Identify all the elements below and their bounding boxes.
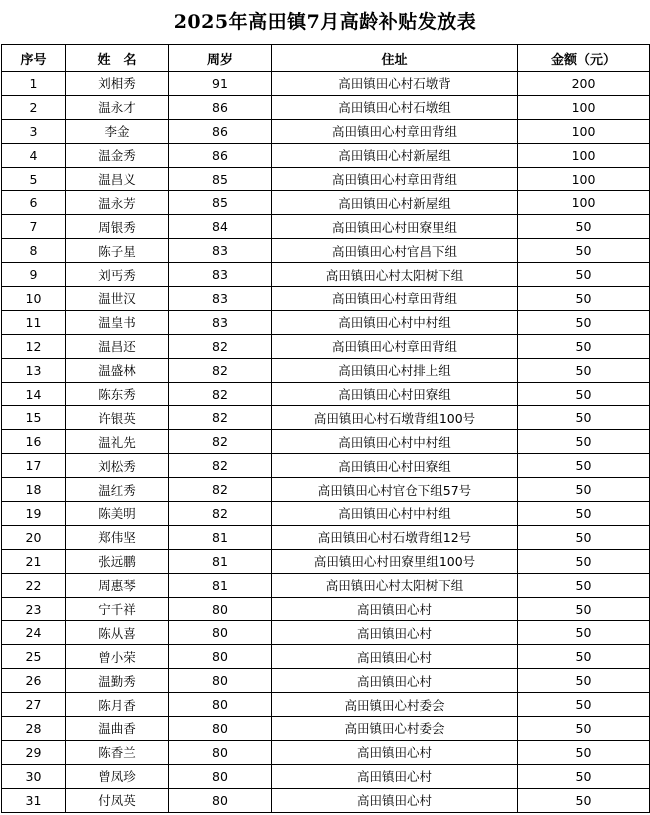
cell-age: 85	[169, 167, 272, 191]
cell-index: 11	[2, 310, 66, 334]
cell-address: 高田镇田心村委会	[272, 717, 518, 741]
cell-name: 周银秀	[66, 215, 169, 239]
cell-index: 6	[2, 191, 66, 215]
table-row	[2, 430, 650, 454]
table-header	[2, 45, 650, 72]
cell-address: 高田镇田心村石墩背组12号	[272, 525, 518, 549]
cell-age: 86	[169, 95, 272, 119]
cell-index: 31	[2, 788, 66, 812]
cell-age: 86	[169, 143, 272, 167]
cell-index: 16	[2, 430, 66, 454]
cell-name: 付凤英	[66, 788, 169, 812]
cell-name: 张远鹏	[66, 549, 169, 573]
cell-index: 2	[2, 95, 66, 119]
table-row	[2, 310, 650, 334]
cell-name: 刘松秀	[66, 454, 169, 478]
cell-amount: 50	[518, 549, 650, 573]
cell-amount: 50	[518, 764, 650, 788]
cell-age: 80	[169, 764, 272, 788]
cell-address: 高田镇田心村排上组	[272, 358, 518, 382]
cell-age: 81	[169, 525, 272, 549]
header-amount: 金额（元）	[518, 45, 650, 72]
cell-address: 高田镇田心村田寮里组100号	[272, 549, 518, 573]
cell-address: 高田镇田心村	[272, 645, 518, 669]
cell-amount: 50	[518, 693, 650, 717]
cell-amount: 50	[518, 263, 650, 287]
cell-name: 温礼先	[66, 430, 169, 454]
cell-address: 高田镇田心村官昌下组	[272, 239, 518, 263]
cell-amount: 100	[518, 167, 650, 191]
cell-index: 9	[2, 263, 66, 287]
table-row	[2, 191, 650, 215]
cell-index: 29	[2, 740, 66, 764]
cell-age: 82	[169, 502, 272, 526]
cell-index: 23	[2, 597, 66, 621]
table-row	[2, 167, 650, 191]
cell-name: 陈月香	[66, 693, 169, 717]
cell-name: 温勤秀	[66, 669, 169, 693]
header-name: 姓 名	[66, 45, 169, 72]
cell-age: 80	[169, 740, 272, 764]
cell-name: 温永芳	[66, 191, 169, 215]
cell-amount: 50	[518, 430, 650, 454]
table-row	[2, 693, 650, 717]
table-row	[2, 72, 650, 96]
cell-name: 温金秀	[66, 143, 169, 167]
cell-index: 20	[2, 525, 66, 549]
table-row	[2, 382, 650, 406]
cell-amount: 50	[518, 287, 650, 311]
cell-name: 宁千祥	[66, 597, 169, 621]
cell-address: 高田镇田心村石墩背	[272, 72, 518, 96]
cell-index: 21	[2, 549, 66, 573]
cell-index: 24	[2, 621, 66, 645]
cell-index: 19	[2, 502, 66, 526]
cell-amount: 50	[518, 645, 650, 669]
cell-name: 曾凤珍	[66, 764, 169, 788]
cell-name: 许银英	[66, 406, 169, 430]
cell-age: 80	[169, 788, 272, 812]
cell-index: 13	[2, 358, 66, 382]
cell-index: 30	[2, 764, 66, 788]
cell-address: 高田镇田心村中村组	[272, 430, 518, 454]
cell-amount: 50	[518, 788, 650, 812]
table-row	[2, 597, 650, 621]
cell-name: 温永才	[66, 95, 169, 119]
table-row	[2, 215, 650, 239]
cell-amount: 50	[518, 310, 650, 334]
cell-name: 温红秀	[66, 478, 169, 502]
table-row	[2, 788, 650, 812]
table-row	[2, 645, 650, 669]
cell-age: 82	[169, 334, 272, 358]
table-row	[2, 287, 650, 311]
cell-index: 5	[2, 167, 66, 191]
cell-name: 温昌义	[66, 167, 169, 191]
cell-address: 高田镇田心村田寮组	[272, 454, 518, 478]
cell-age: 84	[169, 215, 272, 239]
table-row	[2, 525, 650, 549]
table-row	[2, 334, 650, 358]
cell-address: 高田镇田心村	[272, 740, 518, 764]
cell-age: 85	[169, 191, 272, 215]
cell-age: 82	[169, 430, 272, 454]
cell-address: 高田镇田心村章田背组	[272, 167, 518, 191]
cell-age: 81	[169, 549, 272, 573]
cell-amount: 100	[518, 95, 650, 119]
cell-index: 15	[2, 406, 66, 430]
table-row	[2, 717, 650, 741]
cell-amount: 50	[518, 215, 650, 239]
table-row	[2, 764, 650, 788]
table-row	[2, 358, 650, 382]
cell-index: 27	[2, 693, 66, 717]
cell-name: 郑伟坚	[66, 525, 169, 549]
cell-amount: 50	[518, 406, 650, 430]
cell-age: 80	[169, 693, 272, 717]
cell-name: 温皇书	[66, 310, 169, 334]
subsidy-table	[1, 44, 650, 813]
table-row	[2, 478, 650, 502]
table-row	[2, 263, 650, 287]
cell-index: 12	[2, 334, 66, 358]
table-row	[2, 119, 650, 143]
cell-amount: 50	[518, 717, 650, 741]
cell-age: 91	[169, 72, 272, 96]
cell-index: 3	[2, 119, 66, 143]
cell-index: 7	[2, 215, 66, 239]
cell-address: 高田镇田心村石墩组	[272, 95, 518, 119]
cell-amount: 50	[518, 239, 650, 263]
cell-amount: 50	[518, 621, 650, 645]
page-title: 2025年高田镇7月高龄补贴发放表	[173, 11, 477, 33]
cell-name: 陈香兰	[66, 740, 169, 764]
cell-address: 高田镇田心村委会	[272, 693, 518, 717]
table-row	[2, 406, 650, 430]
cell-amount: 100	[518, 119, 650, 143]
cell-amount: 100	[518, 143, 650, 167]
cell-amount: 50	[518, 740, 650, 764]
cell-address: 高田镇田心村太阳树下组	[272, 263, 518, 287]
cell-amount: 100	[518, 191, 650, 215]
cell-amount: 50	[518, 454, 650, 478]
table-row	[2, 549, 650, 573]
cell-address: 高田镇田心村	[272, 597, 518, 621]
cell-amount: 50	[518, 478, 650, 502]
cell-address: 高田镇田心村章田背组	[272, 119, 518, 143]
cell-name: 温盛林	[66, 358, 169, 382]
cell-age: 83	[169, 310, 272, 334]
cell-amount: 50	[518, 334, 650, 358]
header-age: 周岁	[169, 45, 272, 72]
cell-amount: 50	[518, 669, 650, 693]
cell-address: 高田镇田心村	[272, 669, 518, 693]
cell-name: 温昌还	[66, 334, 169, 358]
cell-amount: 50	[518, 573, 650, 597]
cell-amount: 50	[518, 358, 650, 382]
cell-index: 17	[2, 454, 66, 478]
table-row	[2, 621, 650, 645]
cell-index: 26	[2, 669, 66, 693]
cell-age: 82	[169, 358, 272, 382]
cell-name: 陈子星	[66, 239, 169, 263]
header-address: 住址	[272, 45, 518, 72]
cell-age: 82	[169, 478, 272, 502]
cell-name: 陈从喜	[66, 621, 169, 645]
cell-index: 10	[2, 287, 66, 311]
cell-address: 高田镇田心村田寮组	[272, 382, 518, 406]
cell-age: 82	[169, 406, 272, 430]
cell-age: 86	[169, 119, 272, 143]
cell-age: 80	[169, 597, 272, 621]
cell-index: 4	[2, 143, 66, 167]
cell-age: 81	[169, 573, 272, 597]
table-row	[2, 454, 650, 478]
cell-address: 高田镇田心村中村组	[272, 502, 518, 526]
cell-index: 1	[2, 72, 66, 96]
cell-name: 刘相秀	[66, 72, 169, 96]
table-row	[2, 669, 650, 693]
cell-age: 83	[169, 287, 272, 311]
cell-address: 高田镇田心村章田背组	[272, 287, 518, 311]
cell-address: 高田镇田心村	[272, 788, 518, 812]
cell-address: 高田镇田心村太阳树下组	[272, 573, 518, 597]
header-index: 序号	[2, 45, 66, 72]
table-row	[2, 740, 650, 764]
cell-age: 82	[169, 454, 272, 478]
cell-index: 14	[2, 382, 66, 406]
cell-index: 25	[2, 645, 66, 669]
cell-name: 温曲香	[66, 717, 169, 741]
cell-address: 高田镇田心村中村组	[272, 310, 518, 334]
table-row	[2, 95, 650, 119]
cell-age: 80	[169, 717, 272, 741]
cell-address: 高田镇田心村新屋组	[272, 143, 518, 167]
table-row	[2, 239, 650, 263]
cell-index: 18	[2, 478, 66, 502]
cell-address: 高田镇田心村官仓下组57号	[272, 478, 518, 502]
cell-amount: 50	[518, 502, 650, 526]
cell-index: 28	[2, 717, 66, 741]
cell-amount: 50	[518, 382, 650, 406]
cell-name: 曾小荣	[66, 645, 169, 669]
cell-address: 高田镇田心村新屋组	[272, 191, 518, 215]
cell-amount: 50	[518, 597, 650, 621]
table-row	[2, 502, 650, 526]
header-row	[2, 45, 650, 72]
cell-name: 李金	[66, 119, 169, 143]
cell-name: 陈美明	[66, 502, 169, 526]
table-row	[2, 143, 650, 167]
cell-address: 高田镇田心村	[272, 621, 518, 645]
cell-address: 高田镇田心村	[272, 764, 518, 788]
cell-age: 83	[169, 263, 272, 287]
cell-age: 83	[169, 239, 272, 263]
cell-age: 80	[169, 669, 272, 693]
cell-age: 82	[169, 382, 272, 406]
cell-index: 8	[2, 239, 66, 263]
cell-address: 高田镇田心村石墩背组100号	[272, 406, 518, 430]
cell-age: 80	[169, 621, 272, 645]
cell-name: 温世汉	[66, 287, 169, 311]
table-body	[2, 72, 650, 813]
cell-address: 高田镇田心村章田背组	[272, 334, 518, 358]
cell-address: 高田镇田心村田寮里组	[272, 215, 518, 239]
cell-amount: 50	[518, 525, 650, 549]
cell-name: 周惠琴	[66, 573, 169, 597]
table-row	[2, 573, 650, 597]
cell-age: 80	[169, 645, 272, 669]
cell-index: 22	[2, 573, 66, 597]
cell-amount: 200	[518, 72, 650, 96]
cell-name: 刘丐秀	[66, 263, 169, 287]
cell-name: 陈东秀	[66, 382, 169, 406]
